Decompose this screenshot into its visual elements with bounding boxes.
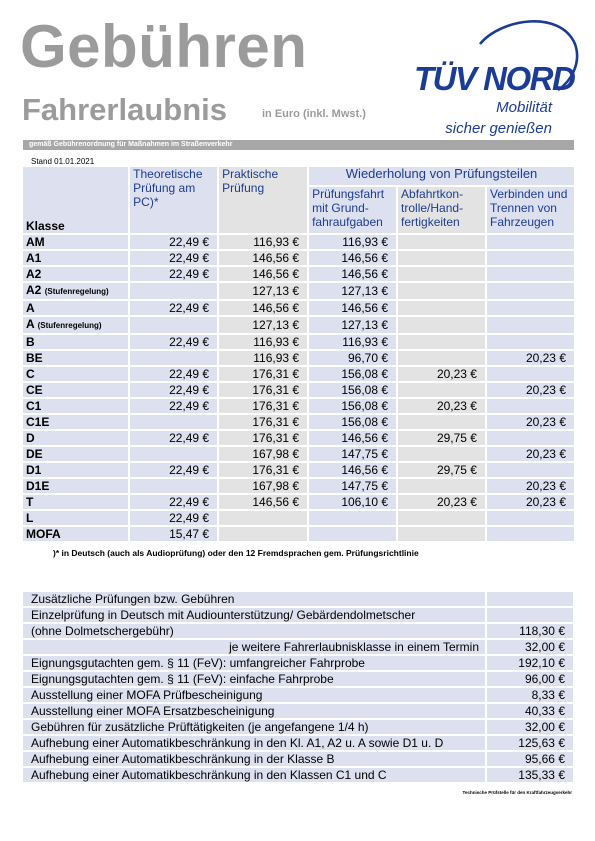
extra-fee-value (487, 608, 573, 622)
cell-fahrt: 127,13 € (309, 317, 396, 333)
col-header-theorie: Theoretische Prüfung am PC)* (130, 167, 217, 233)
col-header-verbinden: Verbinden und Trennen von Fahrzeugen (487, 187, 574, 233)
cell-theorie: 22,49 € (130, 511, 217, 525)
klasse-label: B (26, 335, 35, 349)
footnote: )* in Deutsch (auch als Audioprüfung) oder den 12 Fremdsprachen gem. Prüfungsrichtlinie (53, 548, 419, 558)
row-klasse (23, 447, 128, 461)
cell-praxis: 176,31 € (219, 367, 307, 381)
extra-fee-label: Eignungsgutachten gem. § 11 (FeV): einfache Fahrprobe (23, 672, 485, 686)
cell-abfahrt: 29,75 € (398, 463, 485, 477)
row-klasse (23, 283, 128, 299)
cell-verbinden (487, 335, 574, 349)
cell-praxis: 146,56 € (219, 267, 307, 281)
cell-theorie: 22,49 € (130, 383, 217, 397)
klasse-suffix: (Stufenregelung) (37, 321, 102, 330)
cell-fahrt: 146,56 € (309, 301, 396, 315)
klasse-label: T (26, 495, 34, 509)
extra-fee-value: 125,63 € (487, 736, 573, 750)
cell-verbinden: 20,23 € (487, 415, 574, 429)
cell-fahrt: 146,56 € (309, 431, 396, 445)
cell-fahrt: 156,08 € (309, 367, 396, 381)
cell-praxis: 176,31 € (219, 383, 307, 397)
row-klasse (23, 415, 128, 429)
cell-abfahrt (398, 283, 485, 299)
extra-fee-value: 32,00 € (487, 720, 573, 734)
table-row (23, 479, 574, 493)
table-row (23, 527, 574, 541)
table-row (23, 447, 574, 461)
extra-fee-row (23, 640, 573, 654)
cell-praxis: 176,31 € (219, 431, 307, 445)
cell-praxis: 116,93 € (219, 335, 307, 349)
extra-fee-value: 118,30 € (487, 624, 573, 638)
extra-fee-label: Aufhebung einer Automatikbeschränkung in der Klasse B (23, 752, 485, 766)
cell-fahrt: 156,08 € (309, 399, 396, 413)
row-klasse (23, 383, 128, 397)
table-row (23, 301, 574, 315)
cell-abfahrt (398, 479, 485, 493)
table-row (23, 431, 574, 445)
extra-fee-row (23, 720, 573, 734)
cell-fahrt (309, 527, 396, 541)
regulation-bar: gemäß Gebührenordnung für Maßnahmen im Straßenverkehr (23, 140, 574, 150)
cell-praxis: 176,31 € (219, 463, 307, 477)
extra-fee-label: (ohne Dolmetschergebühr) (23, 624, 485, 638)
cell-praxis: 146,56 € (219, 251, 307, 265)
klasse-label: AM (26, 235, 45, 249)
cell-praxis: 127,13 € (219, 317, 307, 333)
cell-theorie: 22,49 € (130, 463, 217, 477)
cell-praxis (219, 527, 307, 541)
klasse-label: C1E (26, 415, 50, 429)
cell-abfahrt (398, 267, 485, 281)
table-row (23, 283, 574, 299)
cell-fahrt: 146,56 € (309, 251, 396, 265)
cell-abfahrt (398, 301, 485, 315)
fee-table (21, 165, 576, 543)
extra-fee-label: Aufhebung einer Automatikbeschränkung in den Kl. A1, A2 u. A sowie D1 u. D (23, 736, 485, 750)
cell-abfahrt: 20,23 € (398, 495, 485, 509)
extra-fee-label: Eignungsgutachten gem. § 11 (FeV): umfangreicher Fahrprobe (23, 656, 485, 670)
cell-abfahrt (398, 383, 485, 397)
cell-theorie (130, 415, 217, 429)
extra-fee-row (23, 752, 573, 766)
row-klasse (23, 511, 128, 525)
slogan-line-2: sicher genießen (445, 120, 552, 137)
extra-fee-value: 8,33 € (487, 688, 573, 702)
cell-verbinden (487, 431, 574, 445)
klasse-label: C1 (26, 399, 42, 413)
currency-note: in Euro (inkl. Mwst.) (262, 108, 366, 120)
cell-fahrt: 147,75 € (309, 447, 396, 461)
extra-fee-label: Gebühren für zusätzliche Prüftätigkeiten (je angefangene 1/4 h) (23, 720, 485, 734)
cell-verbinden: 20,23 € (487, 351, 574, 365)
row-klasse (23, 431, 128, 445)
cell-praxis: 116,93 € (219, 235, 307, 249)
cell-abfahrt: 20,23 € (398, 367, 485, 381)
cell-verbinden (487, 399, 574, 413)
table-row (23, 415, 574, 429)
slogan-line-1: Mobilität (496, 99, 552, 116)
cell-praxis (219, 511, 307, 525)
extra-fee-row (23, 672, 573, 686)
cell-praxis: 167,98 € (219, 479, 307, 493)
extra-fee-row (23, 656, 573, 670)
cell-fahrt (309, 511, 396, 525)
table-row (23, 367, 574, 381)
cell-theorie: 22,49 € (130, 431, 217, 445)
page-subtitle: Fahrerlaubnis (22, 92, 227, 127)
klasse-suffix: (Stufenregelung) (44, 287, 109, 296)
table-row (23, 383, 574, 397)
cell-theorie: 22,49 € (130, 301, 217, 315)
cell-verbinden: 20,23 € (487, 383, 574, 397)
cell-theorie: 22,49 € (130, 267, 217, 281)
cell-verbinden (487, 267, 574, 281)
table-row (23, 511, 574, 525)
klasse-label: C (26, 367, 35, 381)
cell-theorie: 15,47 € (130, 527, 217, 541)
extra-fee-value: 135,33 € (487, 768, 573, 782)
extra-fee-row (23, 688, 573, 702)
cell-fahrt: 96,70 € (309, 351, 396, 365)
cell-praxis: 176,31 € (219, 399, 307, 413)
fee-table-body (23, 235, 574, 541)
cell-fahrt: 116,93 € (309, 235, 396, 249)
cell-fahrt: 146,56 € (309, 267, 396, 281)
row-klasse (23, 267, 128, 281)
extra-fee-value: 96,00 € (487, 672, 573, 686)
extra-fee-row (23, 592, 573, 606)
table-header-row-1 (23, 167, 574, 185)
klasse-label: CE (26, 383, 43, 397)
klasse-label: D1E (26, 479, 50, 493)
extra-fee-value: 32,00 € (487, 640, 573, 654)
col-header-abfahrt: Abfahrtkon-trolle/Hand-fertigkeiten (398, 187, 485, 233)
cell-theorie: 22,49 € (130, 399, 217, 413)
extra-fee-row (23, 704, 573, 718)
cell-praxis: 127,13 € (219, 283, 307, 299)
cell-abfahrt (398, 351, 485, 365)
cell-verbinden (487, 463, 574, 477)
cell-verbinden (487, 301, 574, 315)
table-row (23, 335, 574, 349)
cell-fahrt: 156,08 € (309, 415, 396, 429)
cell-verbinden: 20,23 € (487, 447, 574, 461)
klasse-label: D1 (26, 463, 42, 477)
extra-fee-label: je weitere Fahrerlaubnisklasse in einem Termin (23, 640, 485, 654)
table-row (23, 495, 574, 509)
cell-praxis: 176,31 € (219, 415, 307, 429)
row-klasse (23, 527, 128, 541)
row-klasse (23, 351, 128, 365)
col-header-klasse: Klasse (23, 167, 128, 233)
cell-abfahrt (398, 235, 485, 249)
cell-theorie (130, 351, 217, 365)
cell-abfahrt (398, 511, 485, 525)
extra-fee-value (487, 592, 573, 606)
col-header-praxis: Praktische Prüfung (219, 167, 307, 233)
cell-theorie (130, 479, 217, 493)
extra-fee-label: Ausstellung einer MOFA Ersatzbescheinigung (23, 704, 485, 718)
extra-fees-body (23, 592, 573, 782)
klasse-label: A1 (26, 251, 42, 265)
klasse-label: A (26, 301, 35, 315)
cell-verbinden: 20,23 € (487, 495, 574, 509)
klasse-label: BE (26, 351, 43, 365)
cell-theorie: 22,49 € (130, 367, 217, 381)
extra-fee-value: 95,66 € (487, 752, 573, 766)
cell-abfahrt: 29,75 € (398, 431, 485, 445)
table-row (23, 463, 574, 477)
row-klasse (23, 317, 128, 333)
cell-theorie (130, 447, 217, 461)
cell-abfahrt (398, 335, 485, 349)
klasse-label: D (26, 431, 35, 445)
row-klasse (23, 301, 128, 315)
stand-date: Stand 01.01.2021 (31, 157, 95, 166)
klasse-label: DE (26, 447, 43, 461)
klasse-label: A2 (26, 267, 42, 281)
cell-theorie (130, 283, 217, 299)
col-header-fahrt: Prüfungsfahrt mit Grund-fahraufgaben (309, 187, 396, 233)
row-klasse (23, 335, 128, 349)
cell-verbinden (487, 511, 574, 525)
extra-fee-row (23, 768, 573, 782)
row-klasse (23, 463, 128, 477)
cell-abfahrt (398, 527, 485, 541)
extra-fee-row (23, 736, 573, 750)
tuv-nord-logo: TÜV NORD (414, 60, 575, 97)
cell-abfahrt (398, 447, 485, 461)
cell-fahrt: 116,93 € (309, 335, 396, 349)
row-klasse (23, 367, 128, 381)
cell-verbinden: 20,23 € (487, 479, 574, 493)
source-note: Technische Prüfstelle für den Kraftfahrzeugverkehr (462, 790, 572, 795)
row-klasse (23, 495, 128, 509)
cell-fahrt: 106,10 € (309, 495, 396, 509)
extra-fee-label: Zusätzliche Prüfungen bzw. Gebühren (23, 592, 485, 606)
cell-fahrt: 146,56 € (309, 463, 396, 477)
cell-theorie (130, 317, 217, 333)
table-row (23, 267, 574, 281)
extra-fee-label: Aufhebung einer Automatikbeschränkung in den Klassen C1 und C (23, 768, 485, 782)
cell-abfahrt (398, 415, 485, 429)
extra-fee-value: 40,33 € (487, 704, 573, 718)
extra-fee-value: 192,10 € (487, 656, 573, 670)
cell-theorie: 22,49 € (130, 335, 217, 349)
klasse-label: A (26, 317, 35, 331)
row-klasse (23, 235, 128, 249)
cell-verbinden (487, 235, 574, 249)
table-row (23, 351, 574, 365)
cell-verbinden (487, 283, 574, 299)
extra-fee-row (23, 608, 573, 622)
extra-fee-label: Einzelprüfung in Deutsch mit Audiounterstützung/ Gebärdendolmetscher (23, 608, 485, 622)
klasse-label: MOFA (26, 527, 61, 541)
cell-abfahrt (398, 251, 485, 265)
cell-abfahrt: 20,23 € (398, 399, 485, 413)
cell-verbinden (487, 317, 574, 333)
row-klasse (23, 399, 128, 413)
cell-praxis: 116,93 € (219, 351, 307, 365)
cell-verbinden (487, 527, 574, 541)
table-row (23, 251, 574, 265)
extra-fee-row (23, 624, 573, 638)
cell-fahrt: 127,13 € (309, 283, 396, 299)
page-title: Gebühren (20, 13, 308, 80)
klasse-label: A2 (26, 283, 42, 297)
cell-fahrt: 147,75 € (309, 479, 396, 493)
klasse-label: L (26, 511, 34, 525)
cell-praxis: 146,56 € (219, 301, 307, 315)
cell-verbinden (487, 367, 574, 381)
col-header-wiederholung: Wiederholung von Prüfungsteilen (309, 167, 574, 185)
table-row (23, 317, 574, 333)
cell-praxis: 146,56 € (219, 495, 307, 509)
cell-verbinden (487, 251, 574, 265)
cell-praxis: 167,98 € (219, 447, 307, 461)
table-row (23, 399, 574, 413)
extra-fees-table (21, 590, 575, 784)
row-klasse (23, 251, 128, 265)
table-row (23, 235, 574, 249)
row-klasse (23, 479, 128, 493)
cell-theorie: 22,49 € (130, 495, 217, 509)
cell-fahrt: 156,08 € (309, 383, 396, 397)
cell-theorie: 22,49 € (130, 251, 217, 265)
cell-abfahrt (398, 317, 485, 333)
extra-fee-label: Ausstellung einer MOFA Prüfbescheinigung (23, 688, 485, 702)
cell-theorie: 22,49 € (130, 235, 217, 249)
